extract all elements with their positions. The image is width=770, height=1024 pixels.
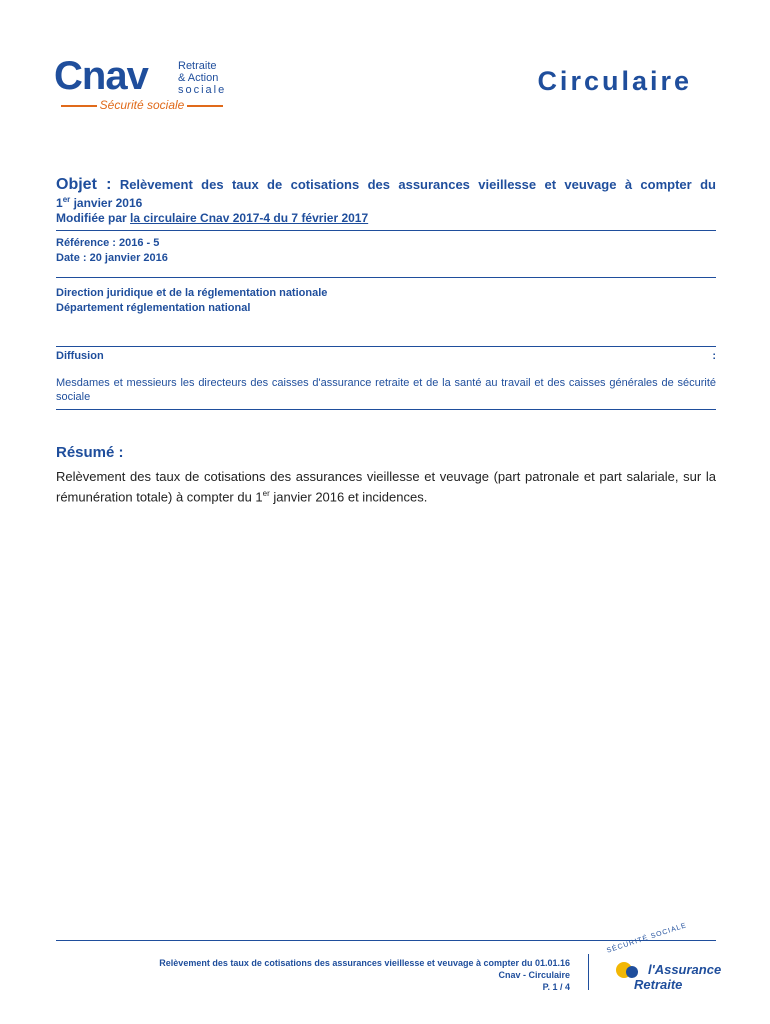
objet-day: 1 — [56, 196, 63, 210]
diffusion-colon: : — [712, 350, 716, 362]
objet-line2 — [56, 192, 716, 211]
objet-line3 — [56, 211, 716, 226]
logo-line1: l'Assurance — [648, 962, 722, 977]
direction-block — [56, 286, 327, 316]
logo-arc-text: SÉCURITÉ SOCIALE — [606, 922, 688, 955]
resume-title: Résumé : — [56, 444, 124, 461]
logo-side-line3: sociale — [178, 84, 227, 96]
divider — [56, 409, 716, 410]
footer-divider — [56, 940, 716, 941]
direction-text: Direction juridique et de la réglementation nationale — [56, 287, 328, 299]
objet-block — [56, 177, 716, 226]
footer-separator — [588, 954, 589, 990]
objet-line1 — [56, 177, 716, 192]
footer-subject: Relèvement des taux de cotisations des assurances vieillesse et veuvage à compter du 01.01.16 — [159, 958, 570, 968]
cnav-logo — [54, 54, 234, 116]
logo-dash-left — [61, 105, 97, 107]
logo-side-line2: & Action — [178, 72, 219, 84]
objet-day-sup: er — [62, 195, 71, 204]
logo-tagline: Sécurité sociale — [99, 98, 185, 112]
logo-brand: Cnav — [54, 54, 148, 98]
document-title: Circulaire — [537, 66, 692, 96]
logo-tagline-row — [54, 98, 230, 112]
resume-text-part1: Relèvement des taux de cotisations des assurances vieillesse et veuvage (part patronale et part salariale, sur la rémunération totale) à compter du 1 — [56, 469, 716, 505]
divider — [56, 230, 716, 231]
resume-text-sup: er — [262, 489, 270, 498]
footer-doc-type: Cnav - Circulaire — [498, 970, 570, 980]
reference-text: Référence : 2016 - 5 — [56, 237, 160, 249]
footer-text — [50, 957, 570, 993]
logo-dash-right — [187, 105, 223, 107]
diffusion-row — [56, 350, 716, 362]
divider — [56, 346, 716, 347]
resume-text-part2: janvier 2016 et incidences. — [269, 489, 428, 505]
divider — [56, 277, 716, 278]
footer-page-number: P. 1 / 4 — [542, 982, 570, 992]
resume-text — [56, 468, 716, 505]
modified-by-label: Modifiée par — [56, 211, 131, 225]
departement-text: Département réglementation national — [56, 302, 251, 314]
assurance-retraite-logo — [602, 922, 722, 996]
reference-block — [56, 236, 168, 266]
objet-label: Objet : — [56, 176, 112, 193]
objet-subject: Relèvement des taux de cotisations des assurances vieillesse et veuvage à compter du — [119, 177, 716, 192]
circulaire-link[interactable]: la circulaire Cnav 2017-4 du 7 février 2017 — [130, 211, 369, 225]
diffusion-label: Diffusion — [56, 350, 104, 362]
diffusion-text: Mesdames et messieurs les directeurs des caisses d'assurance retraite et de la santé au travail et des caisses générales de sécurité sociale — [56, 377, 716, 403]
objet-month-year: janvier 2016 — [70, 196, 143, 210]
logo-line2: Retraite — [634, 977, 683, 992]
date-text: Date : 20 janvier 2016 — [56, 252, 168, 264]
logo-side-text — [178, 60, 226, 96]
logo-side-line1: Retraite — [178, 60, 217, 72]
